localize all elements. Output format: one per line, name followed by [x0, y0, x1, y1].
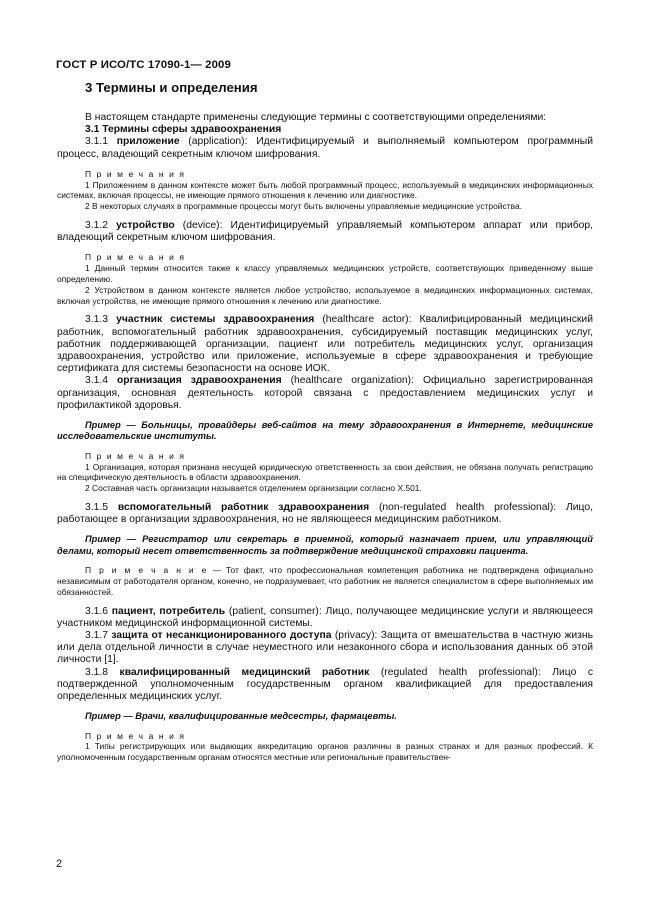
- note-text: 1 Типы регистрирующих или выдающих аккредитацию органов различны в разных странах и для разных профессий. К уполномоченным государственным органам относятся местные или региональные правительствен-: [57, 741, 593, 763]
- note-text: 2 В некоторых случаях в программные процессы могут быть включены управляемые медицинские устройства.: [85, 201, 523, 212]
- term-name: защита от несанкционированного доступа: [111, 630, 332, 642]
- example-text: Пример — Больницы, провайдеры веб-сайтов на тему здравоохранения в Интернете, медицинские исследовательские институты.: [57, 420, 593, 442]
- term-name: участник системы здравоохранения: [116, 314, 315, 326]
- document-header: ГОСТ Р ИСО/ТС 17090-1— 2009: [56, 59, 231, 71]
- notes-heading: П р и м е ч а н и я: [85, 450, 186, 461]
- term-definition: (application): Идентифицируемый и выполняемый компьютером программный процесс, владеющий секретным ключом шифрования.: [57, 136, 594, 160]
- note-text: 2 Составная часть организации называется отделением организации согласно X.501.: [85, 483, 422, 494]
- term-number: 3.1.4: [85, 375, 109, 387]
- notes-heading: П р и м е ч а н и я: [85, 730, 186, 741]
- section-title: 3 Термины и определения: [85, 80, 258, 95]
- term-name: устройство: [116, 220, 175, 231]
- term-definition: (non-regulated health professional): Лицо, работающее в организации здравоохранения, но не являющееся медицинским работником.: [57, 502, 593, 526]
- note-text: — Тот факт, что профессиональная компетенция работника не подтверждена официально независимым от работодателя органом, конечно, не подразумевает, что работник не является специалистом в сфере выполняемых им обязанностей.: [57, 565, 593, 597]
- subsection-title: 3.1 Термины сферы здравоохранения: [85, 124, 282, 136]
- note-text: 2 Устройством в данном контексте является любое устройство, используемое в медицинских информационных системах, включая устройства, не имеющие прямого отношения к лечению или диагностике.: [57, 284, 593, 306]
- term-number: 3.1.8: [85, 666, 109, 678]
- note-label: П р и м е ч а н и е: [85, 565, 208, 576]
- example-text: Пример — Врачи, квалифицированные медсестры, фармацевты.: [85, 711, 397, 722]
- term-number: 3.1.5: [85, 502, 109, 514]
- term-definition: (device): Идентифицируемый управляемый компьютером аппарат или прибор, владеющий секретным ключом шифрования.: [57, 220, 594, 244]
- term-definition: (regulated health professional): Лицо с подтвержденной уполномоченным государственным органом квалификацией для предоставления определенных медицинских услуг.: [57, 666, 593, 703]
- term-3-1-7: [57, 630, 593, 667]
- term-number: 3.1.3: [85, 314, 117, 326]
- term-3-1-1: [57, 136, 593, 160]
- term-number: 3.1.1: [85, 136, 109, 148]
- term-definition: (healthcare organization): Официально зарегистрированная организация, основная деятельность которой связана с предоставлением медицинских услуг и профилактикой здоровья.: [57, 375, 593, 411]
- term-3-1-2: [57, 220, 593, 244]
- notes-heading: П р и м е ч а н и я: [85, 252, 186, 263]
- term-name: квалифицированный медицинский работник: [119, 666, 370, 678]
- term-definition: (healthcare actor): Квалифицированный медицинский работник, вспомогательный работник здравоохранения, субсидируемый поставщик медицинских услуг, работник поддерживающей организации, пациент или потребитель медицинских услуг, организация здравоохранения, устройство или приложение, используемые в сфере здравоохранения и требующие сертификата для системы безопасности на основе ИОК.: [57, 314, 593, 375]
- note-paragraph: [57, 565, 593, 597]
- term-definition: (patient, consumer): Лицо, получающее медицинские услуги и являющееся участником медицинской информационной системы.: [57, 605, 594, 629]
- term-definition: (privacy): Защита от вмешательства в частную жизнь или дела отдельной личности в случае неуместного или незаконного сбора и использования данных об этой личности [1].: [57, 630, 593, 666]
- term-name: организация здравоохранения: [116, 375, 282, 387]
- term-3-1-5: [57, 502, 593, 526]
- term-name: приложение: [116, 136, 180, 148]
- term-number: 3.1.6: [85, 605, 109, 617]
- term-number: 3.1.7: [85, 630, 109, 642]
- term-number: 3.1.2: [85, 220, 109, 231]
- term-3-1-3: [57, 314, 593, 375]
- page-number: 2: [56, 858, 63, 870]
- term-name: пациент, потребитель: [111, 605, 226, 617]
- term-3-1-8: [57, 667, 593, 704]
- term-name: вспомогательный работник здравоохранения: [117, 502, 370, 514]
- example-text: Пример — Регистратор или секретарь в приемной, который назначает прием, или управляющий делами, который несет ответственность за подтверждение медицинской страховки пациента.: [57, 534, 593, 556]
- document-body: [57, 112, 593, 763]
- note-text: 1 Приложением в данном контексте может быть любой программный процесс, используемый в медицинских информационных системах, включая процессы, не имеющие прямого отношения к лечению или диагностике.: [57, 179, 593, 201]
- notes-heading: П р и м е ч а н и я: [85, 168, 186, 179]
- term-3-1-6: [57, 606, 593, 630]
- note-text: 1 Организация, которая признана несущей юридическую ответственность за свои действия, не обязана получать регистрацию на специфическую деятельность в области здравоохранения.: [57, 461, 593, 483]
- note-text: 1 Данный термин относится также к классу управляемых медицинских устройств, соответствующих приведенному выше определению.: [57, 263, 593, 284]
- intro-paragraph: В настоящем стандарте применены следующие термины с соответствующими определениями:: [85, 112, 547, 123]
- term-3-1-4: [57, 375, 593, 412]
